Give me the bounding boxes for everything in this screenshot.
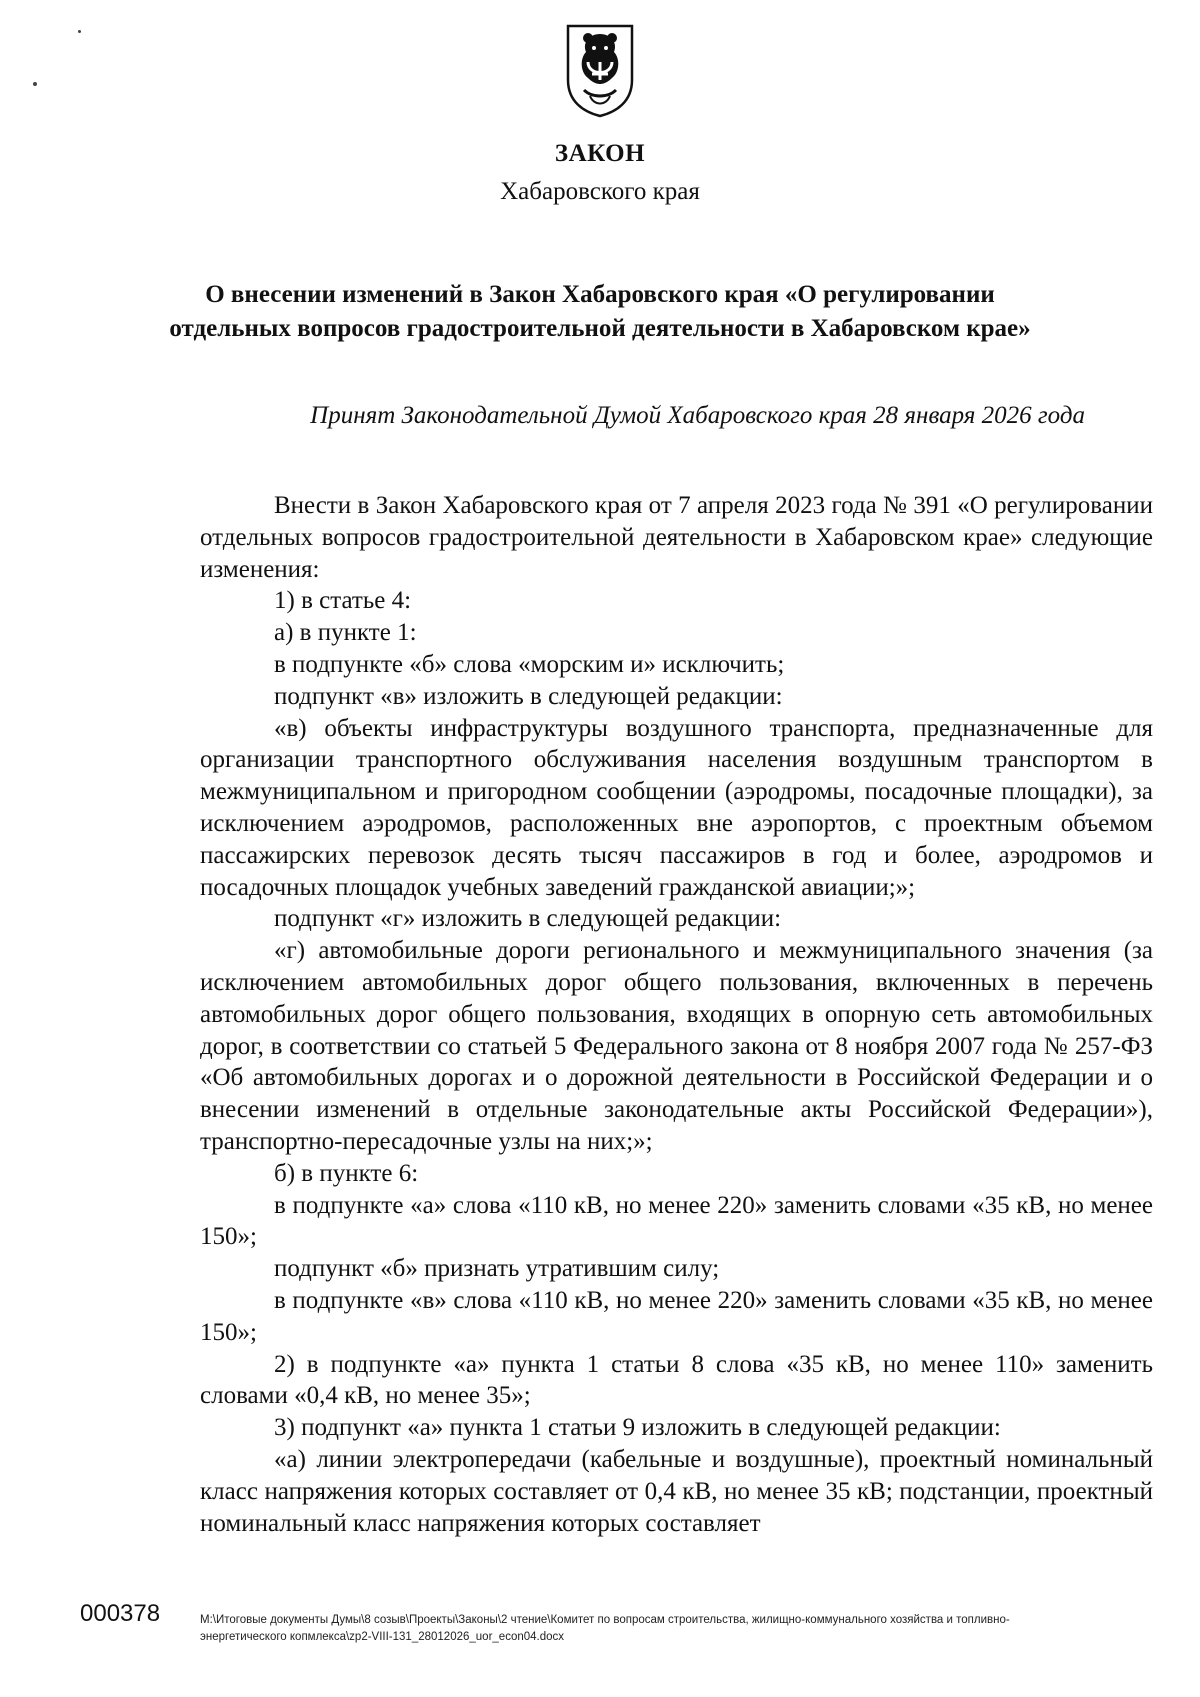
- file-path-footer: [200, 1612, 1160, 1646]
- body-paragraph: «г) автомобильные дороги регионального и межмуниципального значения (за исключением автомобильных дорог общего пользования, включенных в перечень автомобильных дорог общего пользования, входящих в опорную сеть автомобильных дорог, в соответствии со статьей 5 Федерального закона от 8 ноября 2007 года № 257-ФЗ «Об автомобильных дорогах и о дорожной деятельности в Российской Федерации и о внесении изменений в отдельные законодательные акты Российской Федерации»), транспортно-пересадочные узлы на них;»;: [200, 937, 1153, 1155]
- adoption-statement: Принят Законодательной Думой Хабаровского края 28 января 2026 года: [310, 402, 1085, 429]
- coat-of-arms-emblem: [564, 22, 636, 118]
- subject-line-2: отдельных вопросов градостроительной деятельности в Хабаровском крае»: [169, 315, 1031, 342]
- scan-speck: [33, 82, 37, 86]
- subject-line-1: О внесении изменений в Закон Хабаровского края «О регулировании: [205, 281, 995, 308]
- document-type-heading: ЗАКОН: [554, 140, 646, 167]
- body-paragraph: «а) линии электропередачи (кабельные и воздушные), проектный номинальный класс напряжения которых составляет от 0,4 кВ, но менее 35 кВ; подстанции, проектный номинальный класс напряжения которых составляет: [200, 1445, 1153, 1537]
- law-subject-title: [0, 278, 1200, 346]
- body-paragraph: б) в пункте 6:: [274, 1159, 419, 1187]
- file-path-line-1: M:\Итоговые документы Думы\8 созыв\Проекты\Законы\2 чтение\Комитет по вопросам строительства, жилищно-коммунального хозяйства и топливно-: [200, 1614, 1010, 1626]
- document-number: 000378: [80, 1600, 161, 1627]
- body-paragraph: подпункт «г» изложить в следующей редакции:: [274, 905, 782, 933]
- body-paragraph: «в) объекты инфраструктуры воздушного транспорта, предназначенные для организации транспортного обслуживания населения воздушным транспортом в межмуниципальном и пригородном сообщении (аэродромы, посадочные площадки), за исключением аэродромов, расположенных вне аэропортов, с проектным объемом пассажирских перевозок десять тысяч пассажиров в год и более, аэродромов и посадочных площадок учебных заведений гражданской авиации;»;: [200, 714, 1153, 901]
- body-paragraph: Внести в Закон Хабаровского края от 7 апреля 2023 года № 391 «О регулировании отдельных вопросов градостроительной деятельности в Хабаровском крае» следующие изменения:: [200, 492, 1153, 583]
- body-paragraph: а) в пункте 1:: [274, 619, 417, 647]
- body-paragraph: 3) подпункт «а» пункта 1 статьи 9 изложить в следующей редакции:: [274, 1414, 1001, 1442]
- file-path-line-2: энергетического копмлекса\zp2-VIII-131_28012026_uor_econ04.docx: [200, 1631, 565, 1643]
- scan-speck: [78, 30, 81, 33]
- body-paragraph: подпункт «в» изложить в следующей редакции:: [274, 682, 783, 710]
- region-name: Хабаровского края: [500, 178, 700, 205]
- body-paragraph: в подпункте «в» слова «110 кВ, но менее 220» заменить словами «35 кВ, но менее 150»;: [200, 1286, 1153, 1346]
- body-paragraph: в подпункте «а» слова «110 кВ, но менее 220» заменить словами «35 кВ, но менее 150»;: [200, 1191, 1153, 1251]
- body-paragraph: 2) в подпункте «а» пункта 1 статьи 8 слова «35 кВ, но менее 110» заменить словами «0,4 кВ, но менее 35»;: [200, 1350, 1153, 1410]
- law-body: [200, 490, 1153, 1539]
- body-paragraph: 1) в статье 4:: [274, 587, 412, 615]
- body-paragraph: в подпункте «б» слова «морским и» исключить;: [274, 650, 785, 678]
- body-paragraph: подпункт «б» признать утратившим силу;: [274, 1255, 720, 1283]
